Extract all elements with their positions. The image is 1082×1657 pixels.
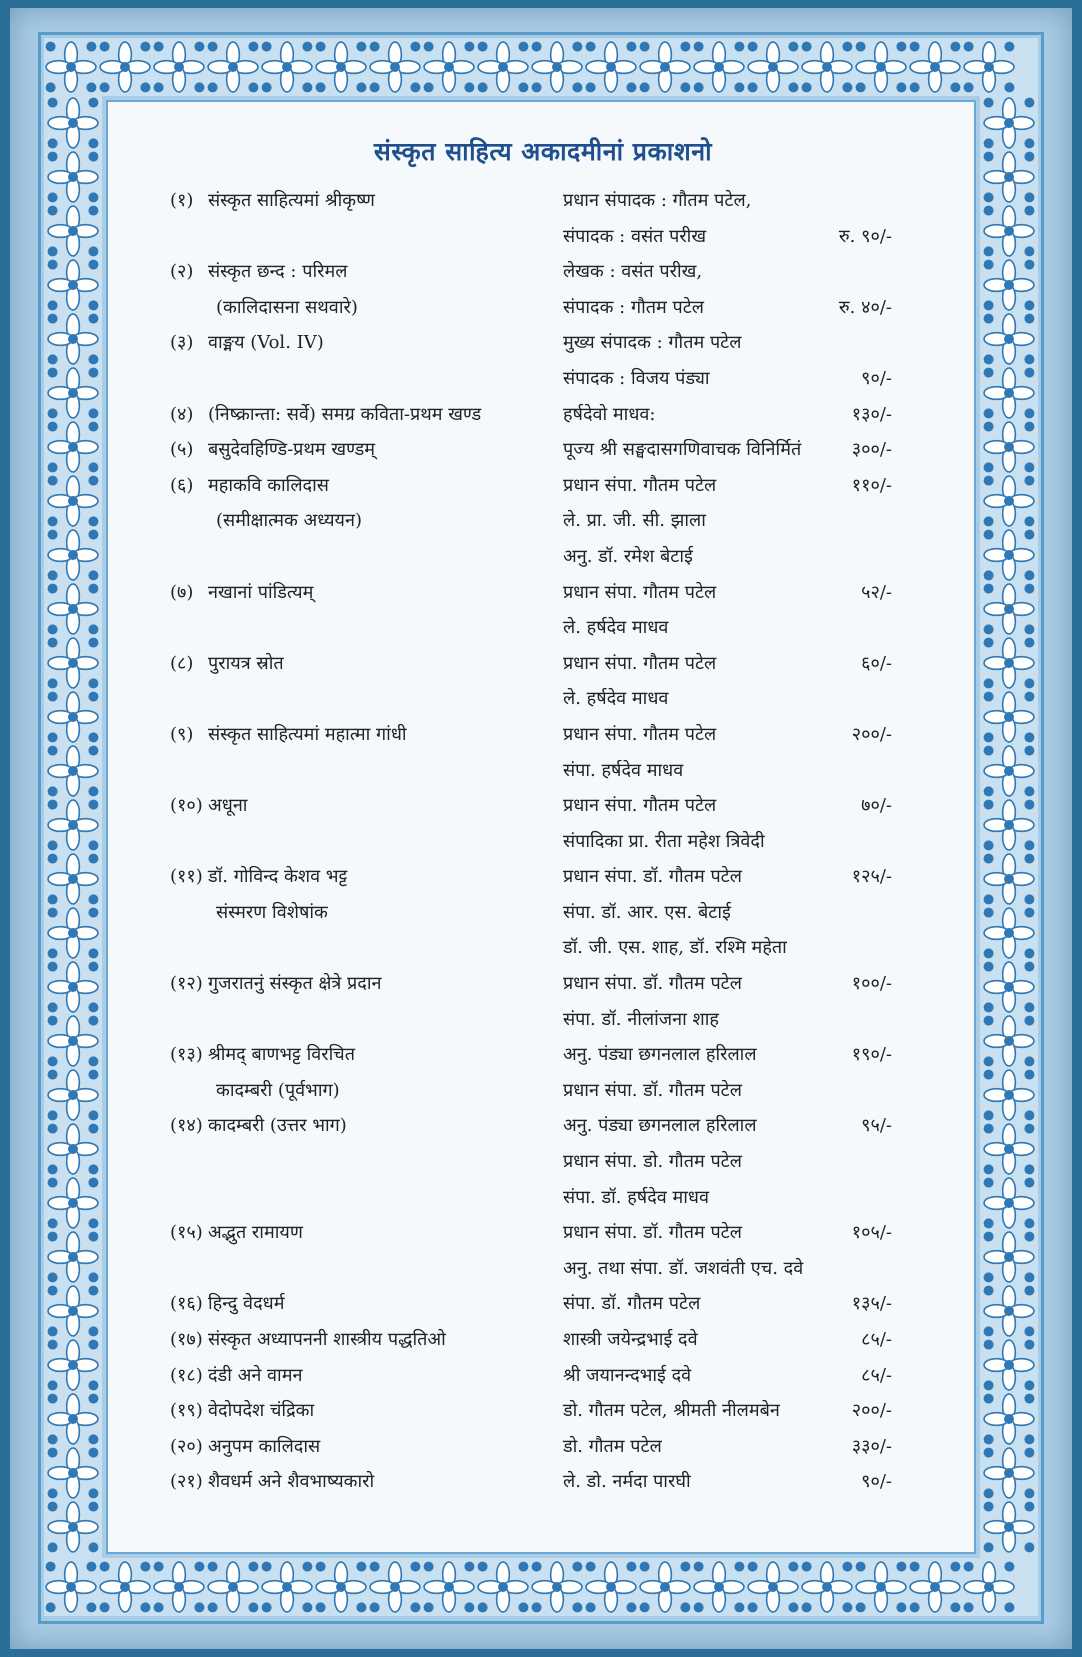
publication-list bbox=[108, 182, 978, 1499]
ornament-border-bottom bbox=[44, 1558, 1038, 1616]
publication-editor: मुख्य संपादक : गौतम पटेल bbox=[563, 332, 742, 354]
publication-editor: डो. गौतम पटेल bbox=[563, 1435, 662, 1457]
publication-row bbox=[108, 1036, 978, 1072]
publication-row bbox=[108, 823, 978, 859]
book-back-cover bbox=[10, 8, 1072, 1649]
publication-editor: डो. गौतम पटेल, श्रीमती नीलमबेन bbox=[563, 1400, 780, 1422]
publication-row bbox=[108, 752, 978, 788]
publication-row bbox=[108, 1143, 978, 1179]
publication-number: (१६) bbox=[170, 1293, 203, 1315]
publication-row bbox=[108, 1285, 978, 1321]
publication-title: शैवधर्म अने शैवभाष्यकारो bbox=[208, 1471, 375, 1493]
publication-editor: प्रधान संपा. गौतम पटेल bbox=[563, 652, 717, 674]
publication-number: (१७) bbox=[170, 1329, 203, 1350]
publication-row bbox=[108, 645, 978, 681]
publication-price: ८५/- bbox=[861, 1329, 892, 1350]
publication-number: (८) bbox=[170, 652, 194, 674]
publication-row bbox=[108, 1321, 978, 1357]
publication-row bbox=[108, 965, 978, 1001]
publication-price: १३०/- bbox=[851, 403, 892, 425]
publication-number: (२१) bbox=[170, 1471, 203, 1493]
publication-row bbox=[108, 396, 978, 432]
publication-title: बसुदेवहिण्डि-प्रथम खण्डम् bbox=[208, 439, 376, 461]
publication-row bbox=[108, 1179, 978, 1215]
publication-editor: संपादक : विजय पंड्या bbox=[563, 367, 710, 389]
publication-price: ६०/- bbox=[861, 652, 892, 674]
publication-editor: प्रधान संपादक : गौतम पटेल, bbox=[563, 190, 752, 211]
publication-number: (१८) bbox=[170, 1364, 203, 1386]
publication-price: ९०/- bbox=[861, 367, 892, 389]
publication-title: संस्कृत साहित्यमां श्रीकृष्ण bbox=[208, 190, 375, 211]
publication-title: श्रीमद् बाणभट्ट विरचित bbox=[208, 1044, 355, 1066]
publication-editor: ले. डो. नर्मदा पारघी bbox=[563, 1471, 691, 1493]
publication-editor: ले. हर्षदेव माधव bbox=[563, 688, 669, 710]
publication-number: (२) bbox=[170, 261, 194, 283]
publication-editor: पूज्य श्री सङ्घदासगणिवाचक विनिर्मितं bbox=[563, 439, 802, 461]
publication-editor: अनु. डॉ. रमेश बेटाई bbox=[563, 545, 693, 567]
publication-title: अद्भुत रामायण bbox=[208, 1222, 303, 1244]
publication-number: (१३) bbox=[170, 1044, 203, 1066]
publication-row bbox=[108, 1250, 978, 1286]
publication-row bbox=[108, 538, 978, 574]
publication-editor: हर्षदेवो माधव: bbox=[563, 403, 656, 425]
publication-editor: संपा. डॉ. आर. एस. बेटाई bbox=[563, 901, 731, 923]
publication-row bbox=[108, 1392, 978, 1428]
publication-price: १०५/- bbox=[851, 1222, 892, 1244]
publication-row bbox=[108, 324, 978, 360]
ornament-border-right bbox=[980, 96, 1038, 1558]
publication-title: कादम्बरी (उत्तर भाग) bbox=[208, 1115, 347, 1137]
publication-editor: प्रधान संपा. डॉ. गौतम पटेल bbox=[563, 1222, 742, 1244]
publication-editor: प्रधान संपा. डॉ. गौतम पटेल bbox=[563, 866, 742, 888]
publication-price: १३५/- bbox=[851, 1293, 892, 1315]
publication-title: वाङ्मय (Vol. IV) bbox=[208, 332, 324, 354]
ornament-border-left bbox=[44, 96, 102, 1558]
publication-row bbox=[108, 467, 978, 503]
publication-price: १९०/- bbox=[851, 1044, 892, 1066]
publication-editor: शास्त्री जयेन्द्रभाई दवे bbox=[563, 1329, 698, 1350]
publication-title: संस्कृत छन्द : परिमल bbox=[208, 261, 348, 283]
publication-title: नखानां पांडित्यम् bbox=[208, 581, 314, 603]
publication-price: ९५/- bbox=[861, 1115, 892, 1137]
publication-row bbox=[108, 1072, 978, 1108]
publication-price: १००/- bbox=[851, 973, 892, 995]
publication-editor: प्रधान संपा. गौतम पटेल bbox=[563, 723, 717, 745]
publication-row bbox=[108, 1357, 978, 1393]
publication-price: ९०/- bbox=[861, 1471, 892, 1493]
publication-row bbox=[108, 360, 978, 396]
publication-row bbox=[108, 253, 978, 289]
publication-title: हिन्दु वेदधर्म bbox=[208, 1293, 285, 1315]
publication-row bbox=[108, 929, 978, 965]
publication-row bbox=[108, 502, 978, 538]
publication-editor: डॉ. जी. एस. शाह, डॉ. रश्मि महेता bbox=[563, 937, 787, 959]
publication-number: (४) bbox=[170, 403, 194, 425]
content-panel bbox=[106, 100, 976, 1554]
publication-editor: संपादिका प्रा. रीता महेश त्रिवेदी bbox=[563, 830, 765, 852]
publication-number: (२०) bbox=[170, 1435, 203, 1457]
publication-number: (७) bbox=[170, 581, 194, 603]
ornament-border-top bbox=[44, 38, 1038, 96]
publication-number: (५) bbox=[170, 439, 194, 461]
publication-editor: संपादक : गौतम पटेल bbox=[563, 296, 704, 318]
publication-number: (११) bbox=[170, 866, 203, 888]
publication-number: (१९) bbox=[170, 1400, 203, 1422]
publication-title: अधूना bbox=[208, 795, 248, 817]
publication-row bbox=[108, 574, 978, 610]
publication-price: ११०/- bbox=[851, 474, 892, 496]
publication-price: ८५/- bbox=[861, 1364, 892, 1386]
publication-price: ५२/- bbox=[861, 581, 892, 603]
publication-row bbox=[108, 1428, 978, 1464]
publication-editor: प्रधान संपा. गौतम पटेल bbox=[563, 795, 717, 817]
publication-editor: अनु. पंड्या छगनलाल हरिलाल bbox=[563, 1115, 757, 1137]
publication-row bbox=[108, 182, 978, 218]
publication-number: (१) bbox=[170, 190, 194, 211]
publication-title: डॉ. गोविन्द केशव भट्ट bbox=[208, 866, 348, 888]
publication-title: संस्मरण विशेषांक bbox=[216, 901, 328, 923]
publication-row bbox=[108, 716, 978, 752]
publication-editor: प्रधान संपा. डॉ. गौतम पटेल bbox=[563, 1079, 742, 1101]
publication-row bbox=[108, 1214, 978, 1250]
publication-price: रु. ४०/- bbox=[838, 296, 892, 318]
publication-editor: श्री जयानन्दभाई दवे bbox=[563, 1364, 692, 1386]
publication-row bbox=[108, 289, 978, 325]
publication-editor: अनु. पंड्या छगनलाल हरिलाल bbox=[563, 1044, 757, 1066]
publication-number: (९) bbox=[170, 723, 194, 745]
publication-title: संस्कृत अध्यापननी शास्त्रीय पद्धतिओ bbox=[208, 1329, 446, 1350]
publication-title: (समीक्षात्मक अध्ययन) bbox=[216, 510, 362, 532]
publication-row bbox=[108, 431, 978, 467]
publication-editor: संपा. डॉ. हर्षदेव माधव bbox=[563, 1186, 709, 1208]
publication-editor: प्रधान संपा. गौतम पटेल bbox=[563, 581, 717, 603]
publication-number: (१४) bbox=[170, 1115, 203, 1137]
publication-editor: अनु. तथा संपा. डॉ. जशवंती एच. दवे bbox=[563, 1257, 804, 1279]
publication-editor: संपा. डॉ. गौतम पटेल bbox=[563, 1293, 701, 1315]
publication-number: (६) bbox=[170, 474, 194, 496]
publication-row bbox=[108, 1001, 978, 1037]
publication-title: पुरायत्र स्रोत bbox=[208, 652, 284, 674]
publication-row bbox=[108, 894, 978, 930]
publication-title: संस्कृत साहित्यमां महात्मा गांधी bbox=[208, 723, 407, 745]
page-title: संस्कृत साहित्य अकादमीनां प्रकाशनो bbox=[373, 137, 713, 166]
publication-number: (३) bbox=[170, 332, 194, 354]
publication-row bbox=[108, 1107, 978, 1143]
publication-number: (१०) bbox=[170, 795, 203, 817]
publication-row bbox=[108, 680, 978, 716]
publication-editor: संपादक : वसंत परीख bbox=[563, 225, 707, 247]
publication-price: रु. ९०/- bbox=[838, 225, 892, 247]
publication-row bbox=[108, 787, 978, 823]
publication-title: अनुपम कालिदास bbox=[208, 1435, 321, 1457]
publication-price: ३००/- bbox=[851, 439, 892, 461]
publication-editor: लेखक : वसंत परीख, bbox=[563, 261, 703, 283]
publication-title: वेदोपदेश चंद्रिका bbox=[208, 1400, 315, 1422]
publication-title: (निष्क्रान्ता: सर्वे) समग्र कविता-प्रथम खण्ड bbox=[208, 403, 482, 425]
publication-row bbox=[108, 1463, 978, 1499]
publication-number: (१५) bbox=[170, 1222, 203, 1244]
publication-title: गुजरातनुं संस्कृत क्षेत्रे प्रदान bbox=[208, 973, 382, 995]
publication-title: कादम्बरी (पूर्वभाग) bbox=[216, 1079, 340, 1101]
publication-editor: ले. प्रा. जी. सी. झाला bbox=[563, 510, 706, 532]
publication-editor: प्रधान संपा. डो. गौतम पटेल bbox=[563, 1151, 742, 1173]
publication-price: १२५/- bbox=[851, 866, 892, 888]
publication-editor: संपा. हर्षदेव माधव bbox=[563, 759, 684, 781]
publication-row bbox=[108, 218, 978, 254]
publication-number: (१२) bbox=[170, 973, 203, 995]
publication-editor: प्रधान संपा. गौतम पटेल bbox=[563, 474, 717, 496]
publication-editor: ले. हर्षदेव माधव bbox=[563, 617, 669, 639]
publication-price: २००/- bbox=[851, 1400, 892, 1422]
publication-title: दंडी अने वामन bbox=[208, 1364, 303, 1386]
publication-row bbox=[108, 858, 978, 894]
publication-title: महाकवि कालिदास bbox=[208, 474, 329, 496]
publication-price: ७०/- bbox=[861, 795, 892, 817]
publication-row bbox=[108, 609, 978, 645]
publication-price: २००/- bbox=[851, 723, 892, 745]
publication-title: (कालिदासना सथवारे) bbox=[216, 296, 358, 318]
publication-price: ३३०/- bbox=[851, 1435, 892, 1457]
publication-editor: संपा. डॉ. नीलांजना शाह bbox=[563, 1008, 719, 1030]
publication-editor: प्रधान संपा. डॉ. गौतम पटेल bbox=[563, 973, 742, 995]
